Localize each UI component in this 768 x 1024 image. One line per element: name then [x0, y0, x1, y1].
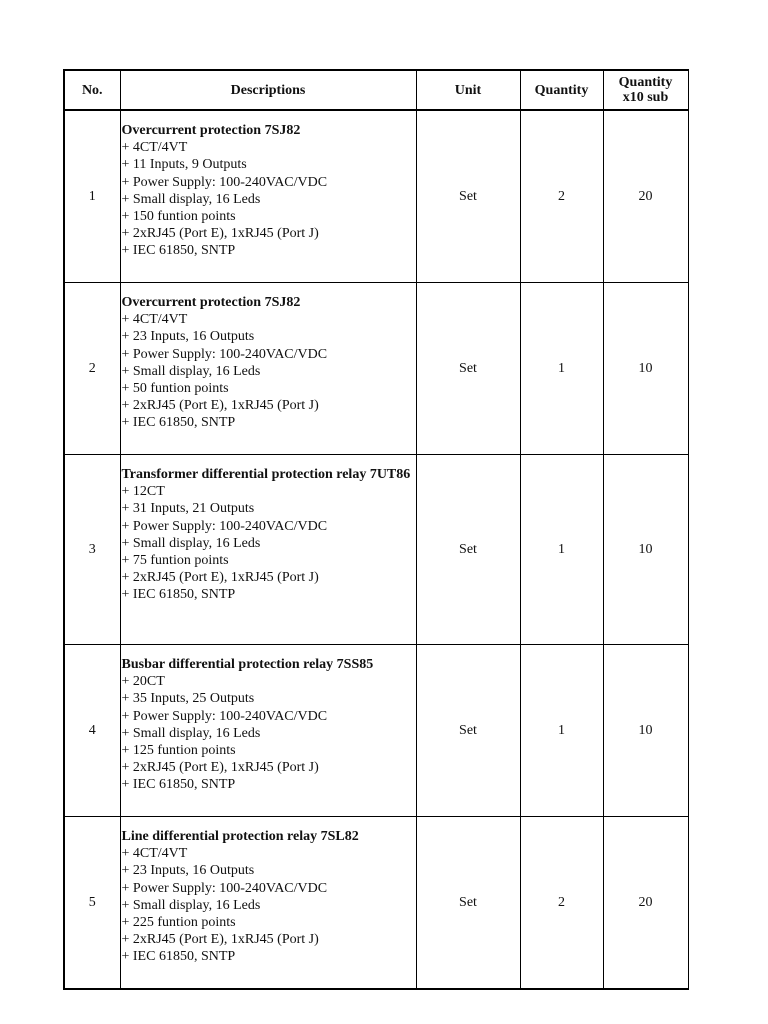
item-spec: + 2xRJ45 (Port E), 1xRJ45 (Port J)	[121, 226, 319, 242]
cell-description	[120, 645, 416, 817]
cell-unit: Set	[416, 455, 520, 645]
item-spec: + 50 funtion points	[121, 381, 229, 397]
header-no: No.	[64, 70, 120, 110]
item-spec: + 4CT/4VT	[121, 140, 188, 156]
item-title: Busbar differential protection relay 7SS85	[121, 657, 374, 672]
table-header-row	[64, 70, 688, 110]
header-quantity-x10-line1: Quantity	[618, 75, 673, 90]
item-spec: + 125 funtion points	[121, 743, 236, 759]
item-spec: + 2xRJ45 (Port E), 1xRJ45 (Port J)	[121, 398, 319, 414]
item-spec: + 12CT	[121, 484, 165, 500]
cell-quantity-x10: 20	[603, 817, 688, 990]
item-spec: + 4CT/4VT	[121, 846, 188, 862]
cell-description	[120, 455, 416, 645]
cell-unit: Set	[416, 645, 520, 817]
item-spec: + IEC 61850, SNTP	[121, 777, 236, 793]
item-spec: + Power Supply: 100-240VAC/VDC	[121, 346, 328, 362]
item-spec: + 2xRJ45 (Port E), 1xRJ45 (Port J)	[121, 570, 319, 586]
item-spec: + 35 Inputs, 25 Outputs	[121, 691, 255, 707]
cell-quantity-x10: 10	[603, 645, 688, 817]
cell-no: 4	[64, 645, 120, 817]
header-descriptions: Descriptions	[120, 70, 416, 110]
item-spec: + Power Supply: 100-240VAC/VDC	[121, 174, 328, 190]
item-spec: + Small display, 16 Leds	[121, 191, 261, 207]
item-spec: + IEC 61850, SNTP	[121, 243, 236, 259]
item-spec: + 23 Inputs, 16 Outputs	[121, 329, 255, 345]
cell-no: 2	[64, 283, 120, 455]
item-spec: + IEC 61850, SNTP	[121, 415, 236, 431]
item-spec: + 31 Inputs, 21 Outputs	[121, 501, 255, 517]
cell-quantity-x10: 10	[603, 283, 688, 455]
table-row	[64, 110, 688, 283]
cell-quantity: 1	[520, 283, 603, 455]
item-spec: + 23 Inputs, 16 Outputs	[121, 863, 255, 879]
cell-quantity: 2	[520, 110, 603, 283]
header-quantity-x10-line2: x10 sub	[622, 90, 669, 105]
table-row	[64, 645, 688, 817]
item-spec: + 20CT	[121, 674, 165, 690]
item-spec: + 225 funtion points	[121, 915, 236, 931]
cell-description	[120, 110, 416, 283]
item-spec: + Power Supply: 100-240VAC/VDC	[121, 708, 328, 724]
header-quantity-x10	[603, 70, 688, 110]
table-row	[64, 817, 688, 990]
cell-unit: Set	[416, 283, 520, 455]
item-spec: + 150 funtion points	[121, 209, 236, 225]
item-spec: + Small display, 16 Leds	[121, 363, 261, 379]
cell-no: 5	[64, 817, 120, 990]
cell-quantity: 2	[520, 817, 603, 990]
header-unit: Unit	[416, 70, 520, 110]
item-spec: + 75 funtion points	[121, 553, 229, 569]
cell-description	[120, 283, 416, 455]
item-title: Transformer differential protection relay 7UT86	[121, 467, 411, 482]
item-spec: + Power Supply: 100-240VAC/VDC	[121, 518, 328, 534]
cell-unit: Set	[416, 110, 520, 283]
cell-quantity: 1	[520, 455, 603, 645]
item-spec: + IEC 61850, SNTP	[121, 949, 236, 965]
item-spec: + Small display, 16 Leds	[121, 535, 261, 551]
item-spec: + 2xRJ45 (Port E), 1xRJ45 (Port J)	[121, 760, 319, 776]
equipment-table-sheet	[63, 69, 687, 990]
item-spec: + Small display, 16 Leds	[121, 725, 261, 741]
cell-quantity: 1	[520, 645, 603, 817]
item-spec: + 11 Inputs, 9 Outputs	[121, 157, 247, 173]
table-row	[64, 283, 688, 455]
item-title: Overcurrent protection 7SJ82	[121, 123, 301, 138]
cell-no: 1	[64, 110, 120, 283]
item-spec: + 4CT/4VT	[121, 312, 188, 328]
cell-description	[120, 817, 416, 990]
item-title: Overcurrent protection 7SJ82	[121, 295, 301, 310]
cell-unit: Set	[416, 817, 520, 990]
item-spec: + Power Supply: 100-240VAC/VDC	[121, 880, 328, 896]
cell-quantity-x10: 10	[603, 455, 688, 645]
item-spec: + 2xRJ45 (Port E), 1xRJ45 (Port J)	[121, 932, 319, 948]
table-row	[64, 455, 688, 645]
header-quantity: Quantity	[520, 70, 603, 110]
item-spec: + Small display, 16 Leds	[121, 897, 261, 913]
cell-quantity-x10: 20	[603, 110, 688, 283]
item-spec: + IEC 61850, SNTP	[121, 587, 236, 603]
equipment-table	[63, 69, 689, 990]
item-title: Line differential protection relay 7SL82	[121, 829, 359, 844]
cell-no: 3	[64, 455, 120, 645]
